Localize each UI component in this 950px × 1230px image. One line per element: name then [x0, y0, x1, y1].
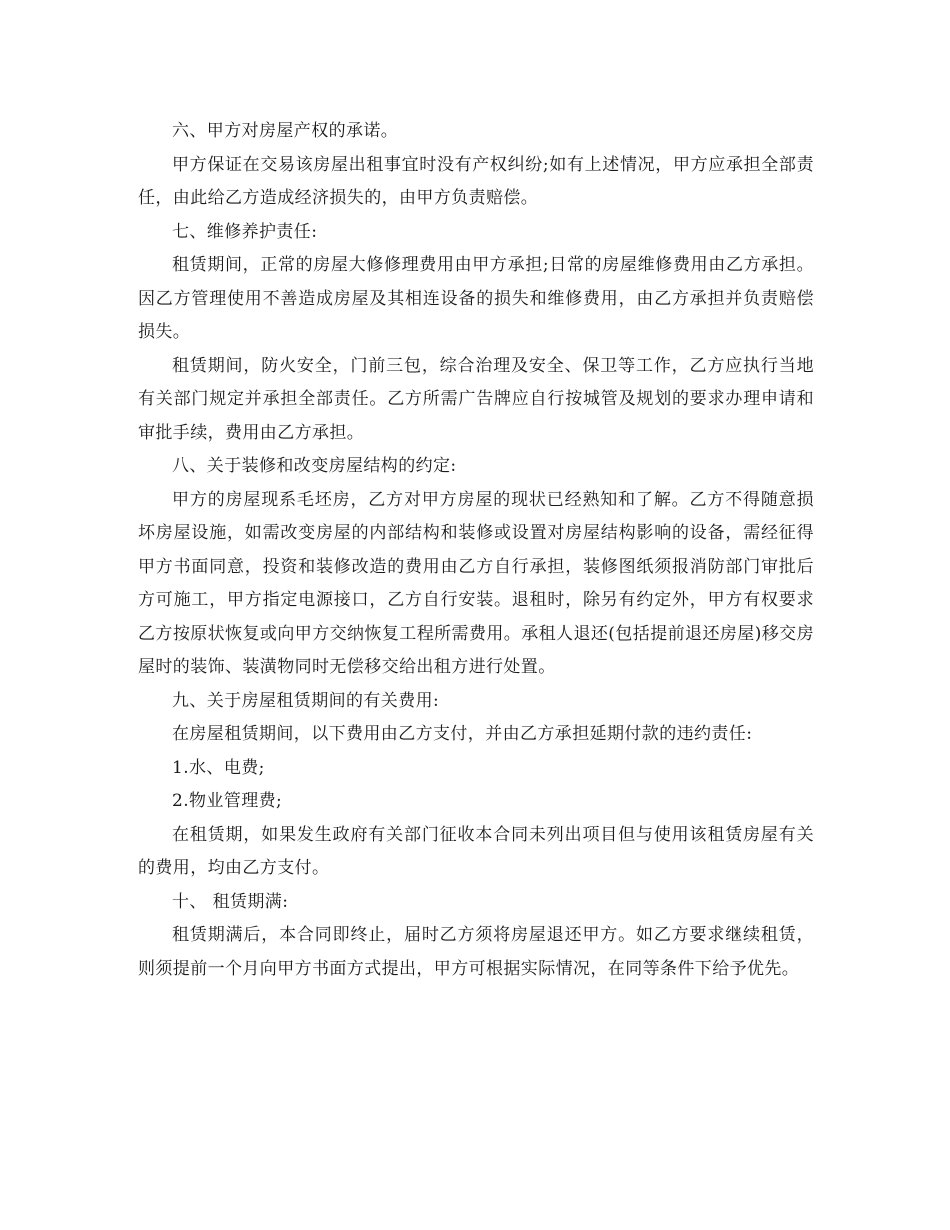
section-nine-body: 在租赁期，如果发生政府有关部门征收本合同未列出项目但与使用该租赁房屋有关的费用，均由乙方支付。	[138, 824, 814, 878]
section-six-body: 甲方保证在交易该房屋出租事宜时没有产权纠纷;如有上述情况，甲方应承担全部责任，由此给乙方造成经济损失的，由甲方负责赔偿。	[138, 154, 814, 208]
section-ten-body: 租赁期满后，本合同即终止，届时乙方须将房屋退还甲方。如乙方要求继续租赁，则须提前一个月向甲方书面方式提出，甲方可根据实际情况，在同等条件下给予优先。	[138, 925, 814, 979]
section-ten-heading: 十、 租赁期满:	[172, 891, 289, 912]
document-page	[138, 115, 814, 986]
section-eight-heading: 八、关于装修和改变房屋结构的约定:	[172, 456, 457, 476]
section-nine-item-2: 2.物业管理费;	[172, 791, 283, 811]
section-nine-heading: 九、关于房屋租赁期间的有关费用:	[172, 690, 440, 711]
section-nine-intro: 在房屋租赁期间，以下费用由乙方支付，并由乙方承担延期付款的违约责任:	[172, 724, 753, 744]
section-seven-body-1: 租赁期间，正常的房屋大修修理费用由甲方承担;日常的房屋维修费用由乙方承担。 因乙方管理使用不善造成房屋及其相连设备的损失和维修费用，由乙方承担并负责赔偿损失。	[138, 255, 814, 342]
section-eight-body: 甲方的房屋现系毛坯房，乙方对甲方房屋的现状已经熟知和了解。乙方不得随意损坏房屋设施，如需改变房屋的内部结构和装修或设置对房屋结构影响的设备，需经征得甲方书面同意，投资和装修改造的费用由乙方自行承担，装修图纸须报消防部门审批后方可施工，甲方指定电源接口，乙方自行安装。退租时，除另有约定外，甲方有权要求乙方按原状恢复或向甲方交纳恢复工程所需费用。承租人退还(包括提前退还房屋)移交房屋时的装饰、装潢物同时无偿移交给出租方进行处置。	[138, 489, 814, 677]
section-seven-heading: 七、维修养护责任:	[172, 221, 318, 242]
section-nine-item-1: 1.水、电费;	[172, 757, 265, 778]
section-six-heading: 六、甲方对房屋产权的承诺。	[172, 121, 399, 141]
section-seven-body-2: 租赁期间，防火安全，门前三包，综合治理及安全、保卫等工作，乙方应执行当地有关部门规定并承担全部责任。乙方所需广告牌应自行按城管及规划的要求办理申请和审批手续，费用由乙方承担。	[138, 355, 814, 443]
